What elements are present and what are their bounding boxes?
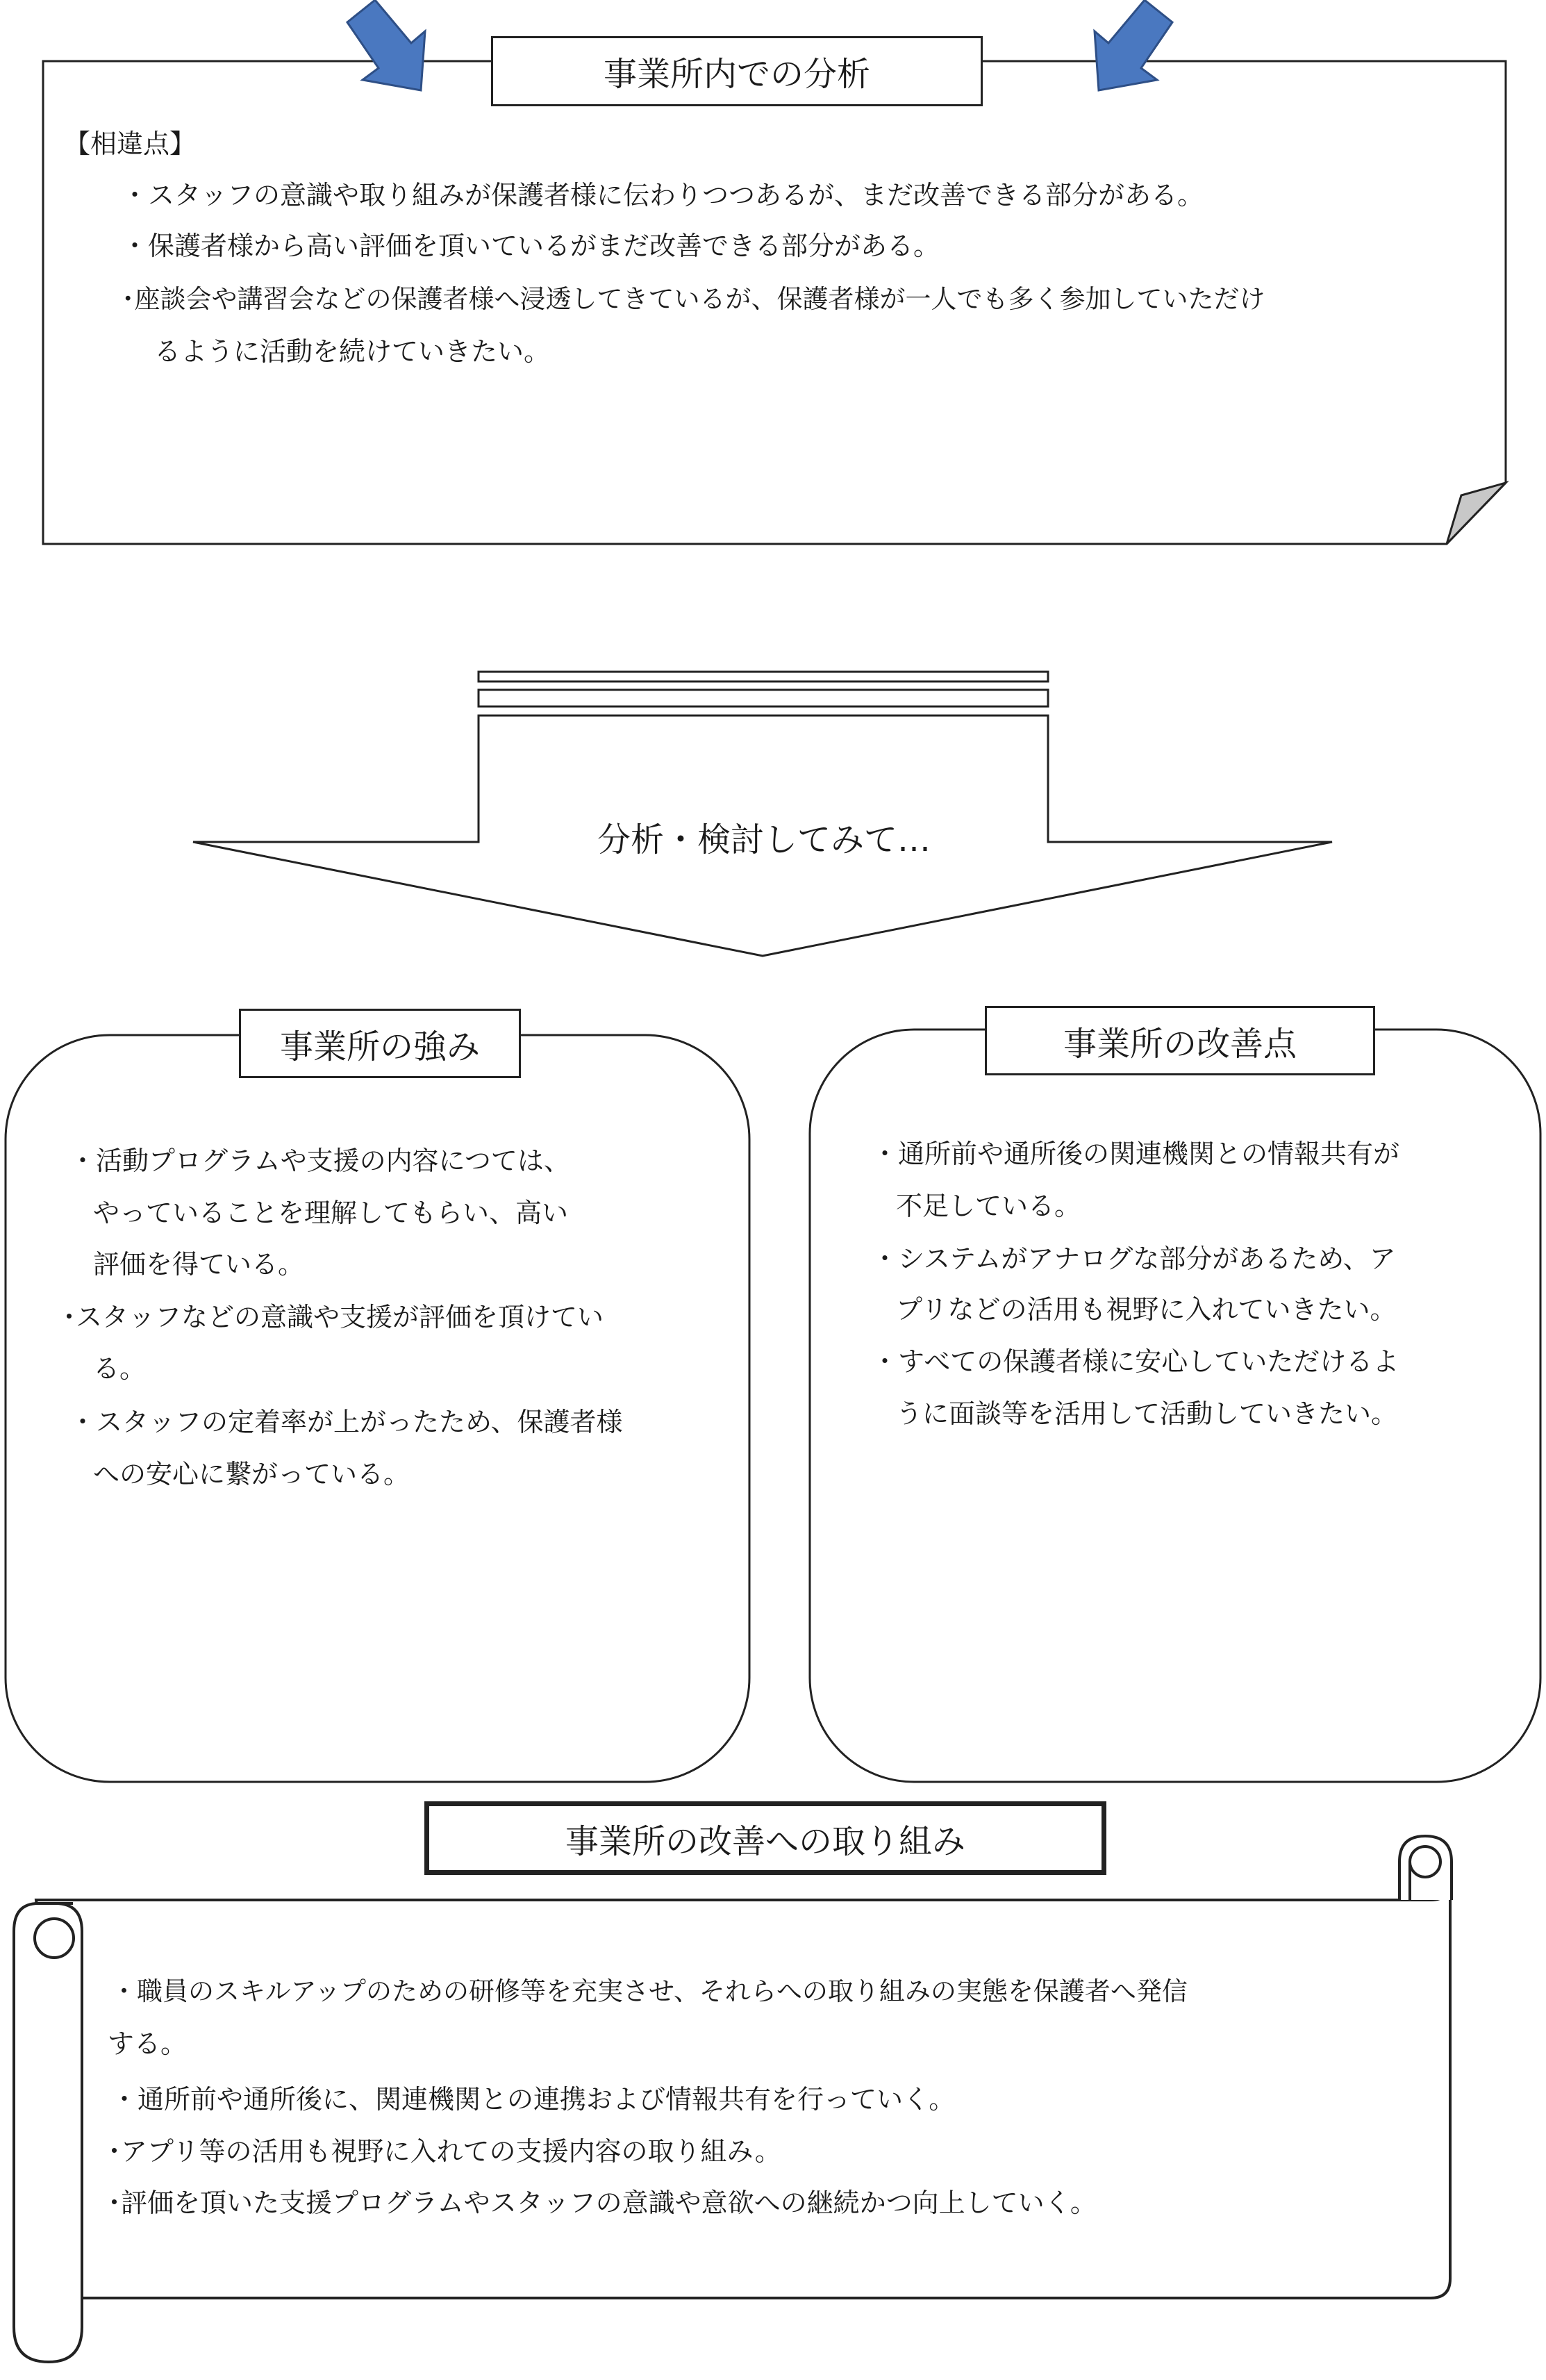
strengths-line-4: ･スタッフなどの意識や支援が評価を頂けてい: [63, 1302, 604, 1332]
analysis-title-text: 事業所内での分析: [603, 55, 870, 94]
strengths-line-6: ・スタッフの定着率が上がったため、保護者様: [69, 1407, 623, 1437]
actions-line-1: ・職員のスキルアップのための研修等を充実させ、それらへの取り組みの実態を保護者へ発信: [111, 1976, 1188, 2006]
transition-label: 分析・検討してみて…: [597, 820, 931, 859]
strengths-line-5: る。: [93, 1353, 147, 1384]
strengths-line-3: 評価を得ている。: [93, 1249, 305, 1280]
improvements-line-1: ・通所前や通所後の関連機関との情報共有が: [872, 1139, 1400, 1169]
analysis-title: [491, 36, 983, 106]
improvements-title-text: 事業所の改善点: [1063, 1024, 1297, 1064]
analysis-line-1: ・スタッフの意識や取り組みが保護者様に伝わりつつあるが、まだ改善できる部分がある。: [122, 180, 1204, 210]
strengths-title-text: 事業所の強み: [279, 1027, 480, 1066]
strengths-line-7: への安心に繋がっている。: [93, 1459, 410, 1489]
actions-line-3: ・通所前や通所後に、関連機関との連携および情報共有を行っていく。: [111, 2084, 956, 2115]
improvements-line-2: 不足している。: [896, 1191, 1081, 1221]
arrow-bar-top: [479, 672, 1048, 681]
improvements-line-6: うに面談等を活用して活動していきたい。: [896, 1398, 1398, 1429]
actions-line-2: する。: [108, 2028, 188, 2059]
actions-line-4: ･アプリ等の活用も視野に入れての支援内容の取り組み。: [108, 2136, 781, 2167]
actions-line-5: ･評価を頂いた支援プログラムやスタッフの意識や意欲への継続かつ向上していく。: [108, 2188, 1097, 2218]
actions-title: [424, 1801, 1106, 1875]
strengths-line-2: やっていることを理解してもらい、高い: [93, 1198, 569, 1228]
analysis-line-4: るように活動を続けていきたい。: [154, 336, 551, 367]
analysis-line-2: ・保護者様から高い評価を頂いているがまだ改善できる部分がある。: [122, 231, 940, 261]
improvements-title: [985, 1006, 1375, 1075]
arrow-bar-middle: [479, 690, 1048, 706]
analysis-heading: 【相違点】: [64, 129, 197, 159]
strengths-line-1: ・活動プログラムや支援の内容につては、: [69, 1146, 570, 1176]
improvements-line-4: プリなどの活用も視野に入れていきたい。: [896, 1294, 1397, 1325]
improvements-line-3: ・システムがアナログな部分があるため、ア: [872, 1243, 1396, 1274]
analysis-line-3: ･座談会や講習会などの保護者様へ浸透してきているが、保護者様が一人でも多く参加していただけ: [122, 284, 1265, 314]
improvements-line-5: ・すべての保護者様に安心していただけるよ: [872, 1346, 1399, 1377]
strengths-title: [239, 1009, 521, 1078]
actions-title-text: 事業所の改善への取り組み: [565, 1821, 965, 1861]
